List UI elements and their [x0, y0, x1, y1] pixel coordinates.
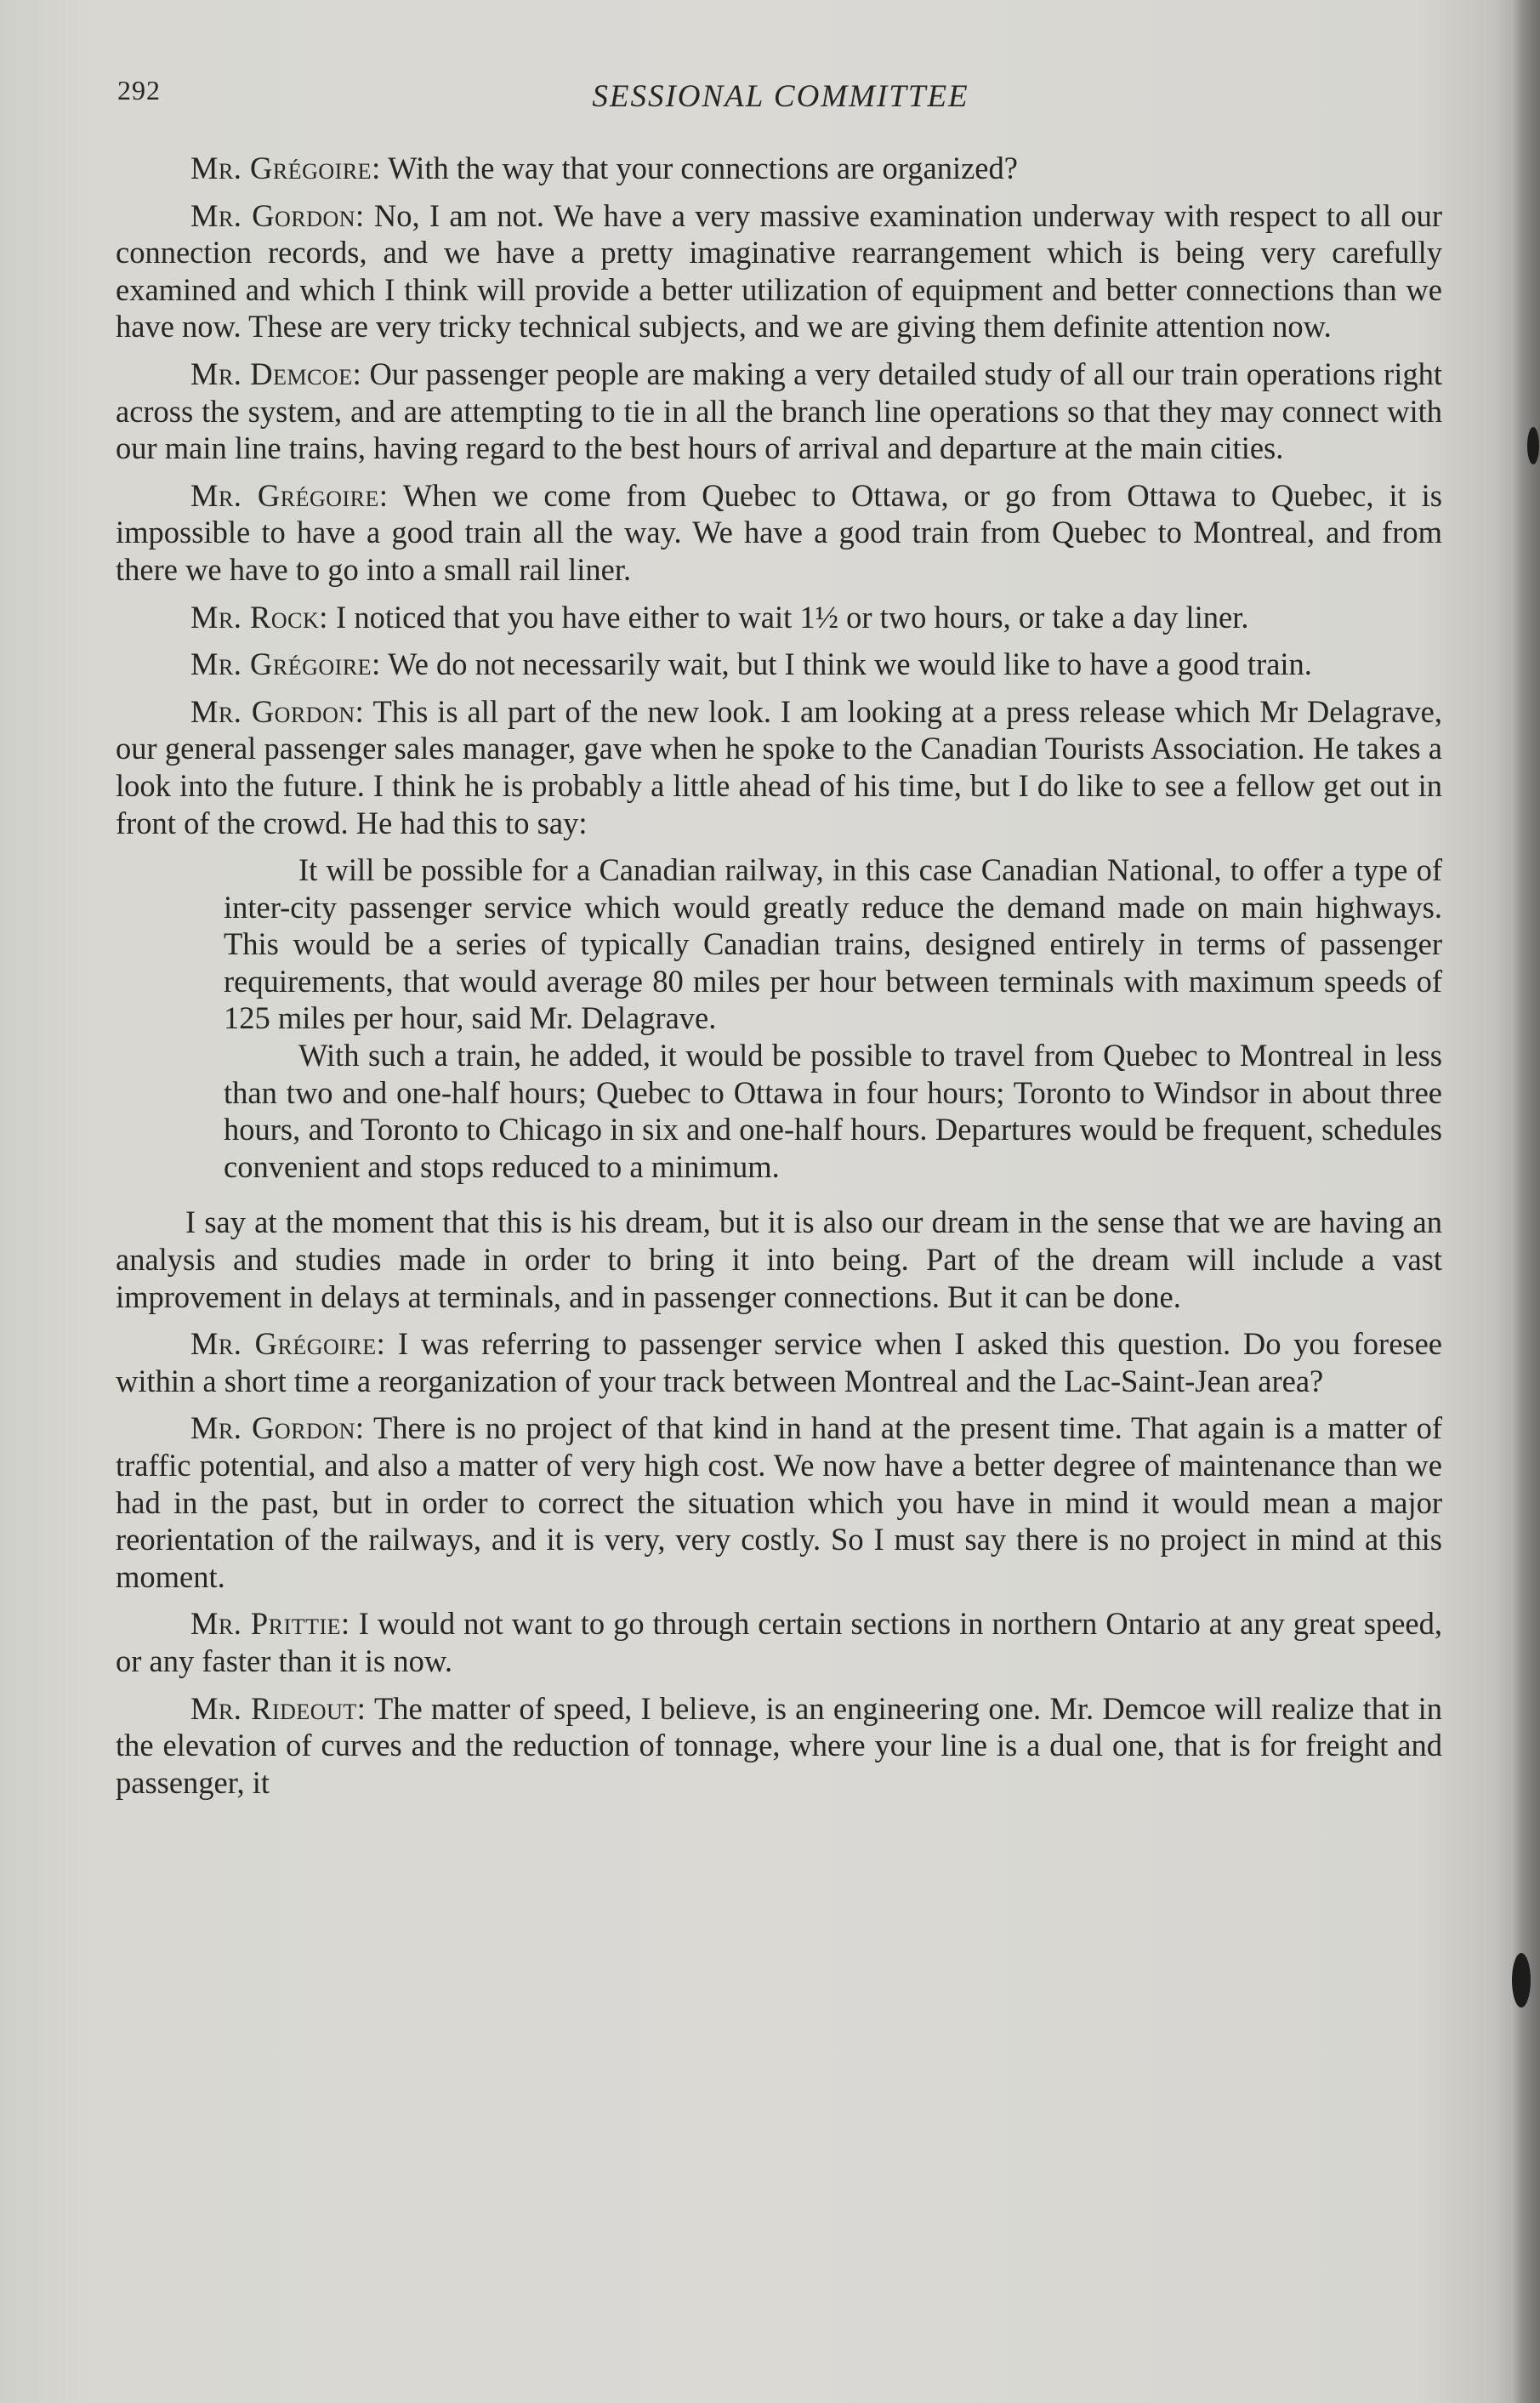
speech-paragraph — [116, 197, 1442, 345]
speech-text: With the way that your connections are organized? — [380, 151, 1018, 185]
speaker-name: Mr. Grégoire: — [190, 477, 389, 513]
running-title: SESSIONAL COMMITTEE — [592, 79, 969, 114]
speaker-name: Mr. Rock: — [190, 599, 328, 635]
speaker-name: Mr. Prittie: — [190, 1606, 350, 1642]
speech-paragraph — [116, 693, 1442, 841]
speech-paragraph — [116, 1409, 1442, 1595]
page-binding-edge — [1511, 0, 1540, 2403]
speech-paragraph — [116, 1325, 1442, 1399]
speech-text: There is no project of that kind in hand at the present time. That again is a matter of traffic potential, and also a matter of very high cost. We now have a better degree of maintenance than we had in the past, but in order to correct the situation which you have in mind it would mean a major reorientation of the railways, and it is very, very costly. So I must say there is no project in mind at this moment. — [116, 1410, 1442, 1594]
speech-text: The matter of speed, I believe, is an engineering one. Mr. Demcoe will realize that in the elevation of curves and the reduction of tonnage, where your line is a dual one, that is for freight and passenger, it — [116, 1690, 1442, 1800]
speech-text: When we come from Quebec to Ottawa, or go from Ottawa to Quebec, it is impossible to have a good train all the way. We have a good train from Quebec to Montreal, and from there we have to go into a small rail liner. — [116, 477, 1442, 587]
continuation-paragraph: I say at the moment that this is his dream, but it is also our dream in the sense that we are having an analysis and studies made in order to bring it into being. Part of the dream will include a vast improvement in delays at terminals, and in passenger connections. But it can be done. — [116, 1204, 1442, 1314]
speech-text: I would not want to go through certain sections in northern Ontario at any great speed, or any faster than it is now. — [116, 1606, 1442, 1678]
speech-text: We do not necessarily wait, but I think we would like to have a good train. — [380, 646, 1312, 682]
speaker-name: Mr. Gordon: — [190, 197, 365, 233]
speaker-name: Mr. Demcoe: — [190, 356, 362, 391]
speech-text: I was referring to passenger service when I asked this question. Do you foresee within a short time a reorganization of your track between Montreal and the Lac-Saint-Jean area? — [116, 1326, 1442, 1398]
speaker-name: Mr. Rideout: — [190, 1690, 367, 1726]
quote-paragraph: With such a train, he added, it would be possible to travel from Quebec to Montreal in less than two and one-half hours; Quebec to Ottawa in four hours; Toronto to Windsor in about three hours, and Toronto to Chicago in six and one-half hours. Departures would be frequent, schedules convenient and stops reduced to a minimum. — [224, 1038, 1442, 1184]
speech-text: No, I am not. We have a very massive examination underway with respect to all our connection records, and we have a pretty imaginative rearrangement which is being very carefully examined and which I think will provide a better utilization of equipment and better connections than we have now. These are very tricky technical subjects, and we are giving them definite attention now. — [116, 197, 1443, 345]
speech-paragraph — [116, 477, 1442, 589]
speech-paragraph — [116, 646, 1442, 683]
speech-paragraph — [116, 1605, 1442, 1679]
speech-text: Our passenger people are making a very detailed study of all our train operations right across the system, and are attempting to tie in all the branch line operations so that they may connect with our main line trains, having regard to the best hours of arrival and departure at the main cities. — [116, 356, 1442, 466]
block-quote — [224, 851, 1442, 1185]
quote-paragraph: It will be possible for a Canadian railway, in this case Canadian National, to offer a type of inter-city passenger service which would greatly reduce the demand made on main highways. This would be a series of typically Canadian trains, designed entirely in terms of passenger requirements, that would average 80 miles per hour between terminals with maximum speeds of 125 miles per hour, said Mr. Delagrave. — [224, 852, 1442, 1036]
speech-paragraph — [116, 599, 1442, 636]
speaker-name: Mr. Grégoire: — [190, 646, 381, 682]
page-body — [116, 150, 1442, 1811]
speech-paragraph — [116, 356, 1442, 467]
speech-text: I noticed that you have either to wait 1½ or two hours, or take a day liner. — [327, 599, 1249, 635]
speaker-name: Mr. Grégoire: — [190, 151, 381, 185]
speaker-name: Mr. Gordon: — [190, 693, 365, 729]
speaker-name: Mr. Gordon: — [190, 1410, 365, 1446]
speaker-name: Mr. Grégoire: — [190, 1326, 386, 1362]
page-number: 292 — [117, 75, 161, 105]
margin-mark — [1512, 1953, 1531, 2007]
speech-paragraph — [116, 150, 1442, 187]
speech-text: This is all part of the new look. I am looking at a press release which Mr Delagrave, our general passenger sales manager, gave when he spoke to the Canadian Tourists Association. He takes a look into the future. I think he is probably a little ahead of his time, but I do like to see a fellow get out in front of the crowd. He had this to say: — [116, 693, 1442, 840]
page-header — [117, 75, 1444, 122]
margin-mark — [1527, 427, 1539, 464]
speech-paragraph — [116, 1690, 1442, 1802]
